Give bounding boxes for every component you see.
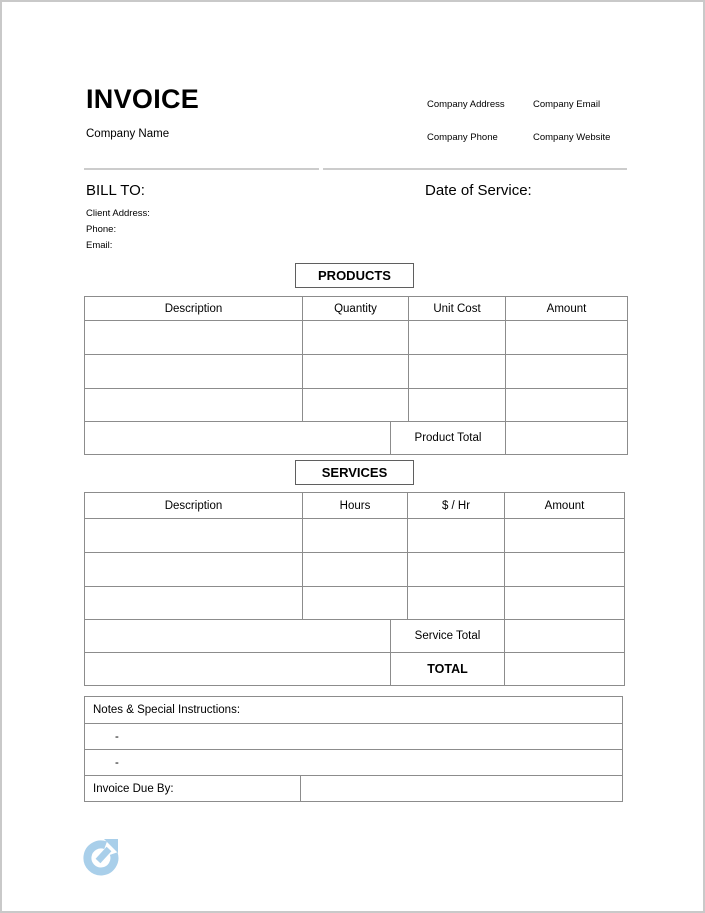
product-cell — [303, 389, 409, 423]
service-cell — [85, 553, 303, 587]
service-cell — [85, 587, 303, 621]
service-cell — [408, 587, 505, 621]
service-cell — [303, 553, 408, 587]
grand-total-label: TOTAL — [391, 653, 505, 686]
service-row — [85, 519, 625, 553]
product-row — [85, 321, 628, 355]
products-total-value — [506, 422, 628, 455]
services-col-amount: Amount — [505, 493, 625, 519]
notes-item: - — [85, 750, 623, 776]
company-address-label: Company Address — [427, 99, 505, 110]
service-total-spacer — [85, 620, 391, 653]
service-row — [85, 587, 625, 621]
service-total-row — [85, 620, 625, 653]
products-total-label: Product Total — [391, 422, 506, 455]
grand-total-row — [85, 653, 625, 686]
product-cell — [506, 355, 628, 389]
services-col-rate: $ / Hr — [408, 493, 505, 519]
products-header-row — [85, 297, 628, 321]
grand-total-spacer — [85, 653, 391, 686]
page-title: INVOICE — [86, 84, 200, 114]
circle-arrow-logo-icon — [81, 834, 123, 876]
notes-item-row — [85, 750, 623, 776]
product-cell — [85, 355, 303, 389]
client-fields — [86, 206, 150, 254]
service-cell — [505, 587, 625, 621]
grand-total-value — [505, 653, 625, 686]
product-cell — [409, 321, 506, 355]
invoice-due-value — [301, 776, 623, 802]
invoice-due-row — [85, 776, 623, 802]
services-totals — [84, 619, 625, 686]
company-info-grid — [427, 99, 610, 143]
header-divider — [84, 168, 627, 170]
divider-segment-right — [323, 168, 627, 170]
product-cell — [409, 355, 506, 389]
divider-segment-left — [84, 168, 319, 170]
products-col-amount: Amount — [506, 297, 628, 321]
products-total-spacer — [85, 422, 391, 455]
products-total-row — [84, 421, 628, 455]
product-row — [85, 355, 628, 389]
company-website-label: Company Website — [533, 132, 611, 143]
product-cell — [506, 389, 628, 423]
notes-table — [84, 696, 623, 802]
client-address-label: Client Address: — [86, 208, 150, 219]
service-cell — [408, 553, 505, 587]
service-cell — [85, 519, 303, 553]
services-table — [84, 492, 625, 621]
notes-header: Notes & Special Instructions: — [85, 697, 623, 724]
service-cell — [303, 587, 408, 621]
product-cell — [303, 321, 409, 355]
service-row — [85, 553, 625, 587]
services-header-row — [85, 493, 625, 519]
products-col-unit-cost: Unit Cost — [409, 297, 506, 321]
service-total-value — [505, 620, 625, 653]
products-col-quantity: Quantity — [303, 297, 409, 321]
product-cell — [506, 321, 628, 355]
product-cell — [85, 389, 303, 423]
products-table — [84, 296, 628, 423]
company-name: Company Name — [86, 128, 170, 140]
product-cell — [85, 321, 303, 355]
client-phone-label: Phone: — [86, 224, 117, 235]
product-cell — [303, 355, 409, 389]
service-cell — [505, 519, 625, 553]
invoice-due-label: Invoice Due By: — [85, 776, 301, 802]
service-total-label: Service Total — [391, 620, 505, 653]
products-section-title: PRODUCTS — [295, 263, 414, 288]
bill-to-label: BILL TO: — [86, 182, 145, 199]
notes-header-row — [85, 697, 623, 724]
client-email-label: Email: — [86, 240, 113, 251]
date-of-service-label: Date of Service: — [425, 182, 532, 199]
notes-item-row — [85, 724, 623, 750]
company-email-label: Company Email — [533, 99, 601, 110]
services-section-title: SERVICES — [295, 460, 414, 485]
service-cell — [408, 519, 505, 553]
service-cell — [303, 519, 408, 553]
services-col-hours: Hours — [303, 493, 408, 519]
product-cell — [409, 389, 506, 423]
services-col-description: Description — [85, 493, 303, 519]
products-col-description: Description — [85, 297, 303, 321]
company-phone-label: Company Phone — [427, 132, 498, 143]
product-row — [85, 389, 628, 423]
service-cell — [505, 553, 625, 587]
notes-item: - — [85, 724, 623, 750]
